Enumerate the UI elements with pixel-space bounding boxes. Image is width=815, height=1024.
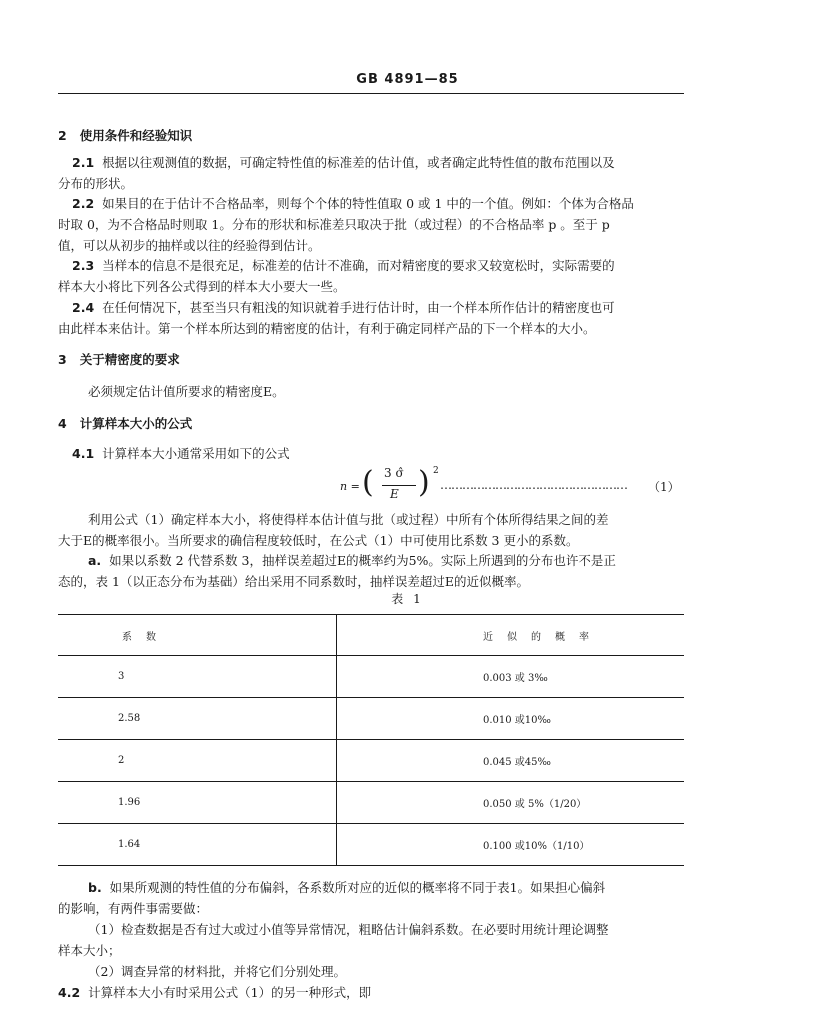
section-3-text: 必须规定估计值所要求的精密度E。 bbox=[88, 384, 285, 399]
para-2-1-number: 2.1 bbox=[72, 155, 95, 170]
table-row bbox=[58, 656, 684, 698]
para-2-3-line-1: 2.3 当样本的信息不是很充足，标准差的估计不准确，而对精密度的要求又较宽松时，实际需要的 bbox=[72, 258, 615, 273]
formula-numerator: 3 σ̂ bbox=[384, 466, 404, 480]
item-b-line-2: 的影响，有两件事需要做： bbox=[58, 901, 209, 916]
para-2-3-line-2: 样本大小将比下列各公式得到的样本大小要大一些。 bbox=[58, 279, 346, 294]
table-cell-coefficient: 2 bbox=[58, 740, 337, 782]
para-4-1-number: 4.1 bbox=[72, 446, 95, 461]
section-2-number: 2 bbox=[58, 128, 67, 143]
para-4-1: 4.1 计算样本大小通常采用如下的公式 bbox=[72, 446, 290, 461]
para-4-2: 4.2 计算样本大小有时采用公式（1）的另一种形式，即 bbox=[58, 985, 372, 1000]
table-row bbox=[58, 698, 684, 740]
section-4-number: 4 bbox=[58, 416, 67, 431]
formula-leader-dots: …………………………………………… bbox=[440, 478, 627, 492]
table-row bbox=[58, 824, 684, 866]
formula-1 bbox=[340, 466, 685, 506]
para-2-4-line-1: 2.4 在任何情况下，甚至当只有粗浅的知识就着手进行估计时，由一个样本所作估计的精密度也可 bbox=[72, 300, 615, 315]
para-2-1-line-2: 分布的形状。 bbox=[58, 176, 134, 191]
table-row bbox=[58, 740, 684, 782]
para-2-4-number: 2.4 bbox=[72, 300, 95, 315]
table-header-row bbox=[58, 615, 684, 656]
item-a-line-2: 态的，表 1（以正态分布为基础）给出采用不同系数时，抽样误差超过E的近似概率。 bbox=[58, 574, 530, 589]
para-2-1-line-1: 2.1 根据以往观测值的数据，可确定特性值的标准差的估计值，或者确定此特性值的散布范围以及 bbox=[72, 155, 615, 170]
probability-table bbox=[58, 614, 684, 866]
table-cell-probability: 0.003 或 3‰ bbox=[337, 656, 685, 698]
table-row bbox=[58, 782, 684, 824]
table-caption: 表 1 bbox=[391, 592, 424, 606]
formula-equation-number: （1） bbox=[648, 480, 680, 494]
table-cell-probability: 0.100 或10%（1/10） bbox=[337, 824, 685, 866]
item-b-line-1: b. 如果所观测的特性值的分布偏斜，各系数所对应的近似的概率将不同于表1。如果担心偏斜 bbox=[88, 880, 606, 895]
section-4-heading bbox=[58, 416, 192, 432]
standard-code-header: GB 4891—85 bbox=[356, 72, 459, 87]
sub-2-line: （2）调查异常的材料批，并将它们分别处理。 bbox=[88, 964, 346, 979]
section-2-title: 使用条件和经验知识 bbox=[79, 128, 193, 143]
header-rule bbox=[58, 93, 684, 94]
section-3-heading bbox=[58, 352, 180, 368]
para-2-2-number: 2.2 bbox=[72, 196, 95, 211]
table-header-coefficient: 系数 bbox=[58, 615, 337, 656]
section-4-title: 计算样本大小的公式 bbox=[79, 416, 193, 431]
formula-fraction-bar bbox=[382, 485, 416, 486]
formula-left-paren: ( bbox=[362, 465, 374, 500]
table-cell-probability: 0.045 或45‰ bbox=[337, 740, 685, 782]
para-2-3-number: 2.3 bbox=[72, 258, 95, 273]
formula-right-paren: ) bbox=[418, 465, 430, 500]
formula-lhs: n = bbox=[340, 480, 360, 493]
item-b-label: b. bbox=[88, 880, 102, 895]
table-cell-probability: 0.050 或 5%（1/20） bbox=[337, 782, 685, 824]
table-cell-coefficient: 1.96 bbox=[58, 782, 337, 824]
after-formula-line-2: 大于E的概率很小。当所要求的确信程度较低时，在公式（1）中可使用比系数 3 更小的系数。 bbox=[58, 533, 579, 548]
table-header-probability: 近似的概率 bbox=[337, 615, 685, 656]
item-a-line-1: a. 如果以系数 2 代替系数 3，抽样误差超过E的概率约为5%。实际上所遇到的分布也许不是正 bbox=[88, 553, 616, 568]
table-cell-probability: 0.010 或10‰ bbox=[337, 698, 685, 740]
section-3-number: 3 bbox=[58, 352, 67, 367]
table-cell-coefficient: 3 bbox=[58, 656, 337, 698]
para-2-4-line-2: 由此样本来估计。第一个样本所达到的精密度的估计，有利于确定同样产品的下一个样本的大小。 bbox=[58, 321, 596, 336]
item-a-label: a. bbox=[88, 553, 102, 568]
para-2-2-line-2: 时取 0，为不合格品时则取 1。分布的形状和标准差只取决于批（或过程）的不合格品率 p 。至于 p bbox=[58, 217, 610, 232]
para-2-2-line-1: 2.2 如果目的在于估计不合格品率，则每个个体的特性值取 0 或 1 中的一个值。例如：个体为合格品 bbox=[72, 196, 634, 211]
section-2-heading bbox=[58, 128, 192, 144]
formula-denominator: E bbox=[390, 487, 399, 501]
sub-1-line-2: 样本大小； bbox=[58, 943, 121, 958]
para-2-2-line-3: 值，可以从初步的抽样或以往的经验得到估计。 bbox=[58, 238, 321, 253]
section-3-title: 关于精密度的要求 bbox=[79, 352, 180, 367]
formula-power: 2 bbox=[433, 466, 439, 476]
para-4-2-number: 4.2 bbox=[58, 985, 81, 1000]
after-formula-line-1: 利用公式（1）确定样本大小，将使得样本估计值与批（或过程）中所有个体所得结果之间的差 bbox=[88, 512, 609, 527]
sub-1-line-1: （1）检查数据是否有过大或过小值等异常情况，粗略估计偏斜系数。在必要时用统计理论调整 bbox=[88, 922, 609, 937]
table-cell-coefficient: 1.64 bbox=[58, 824, 337, 866]
table-cell-coefficient: 2.58 bbox=[58, 698, 337, 740]
